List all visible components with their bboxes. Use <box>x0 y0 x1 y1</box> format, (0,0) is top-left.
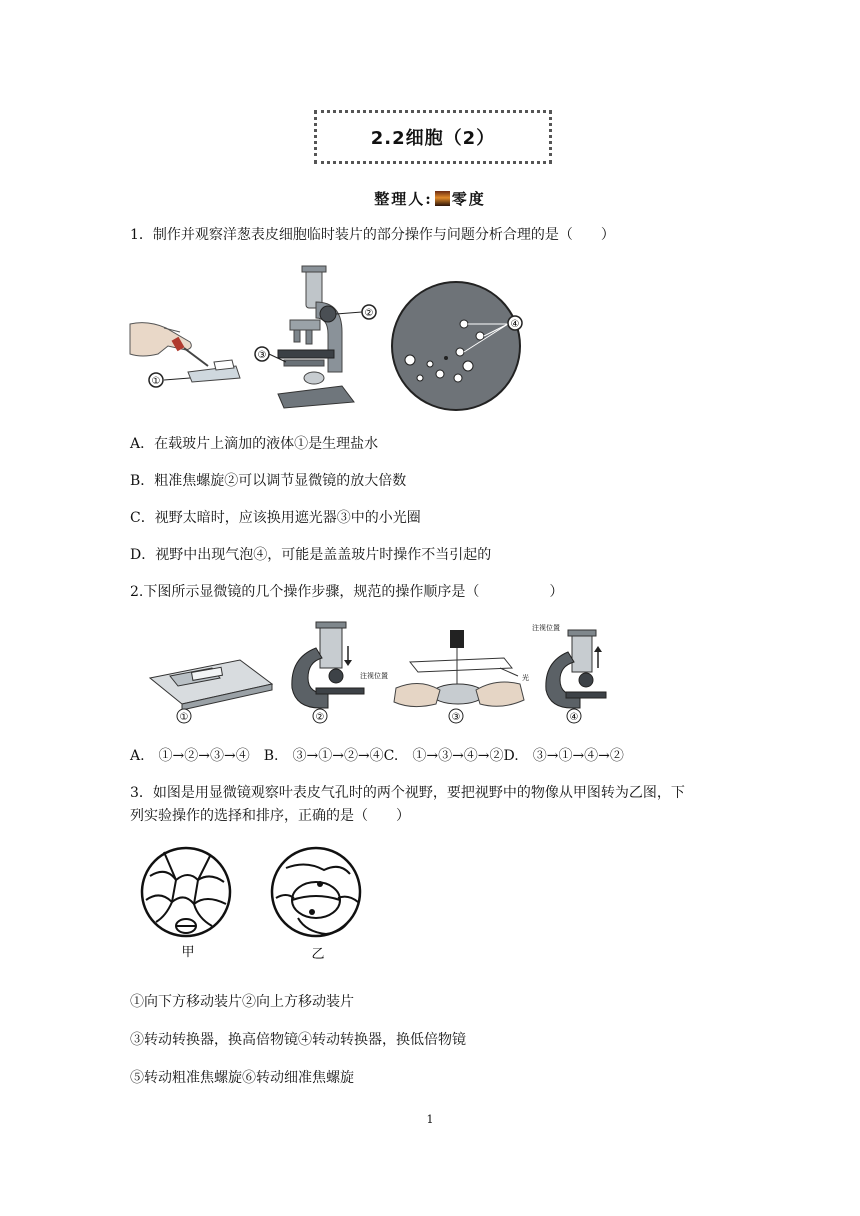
q1-option-c: C．视野太暗时，应该换用遮光器③中的小光圈 <box>130 510 421 526</box>
q1-label-3: ③ <box>257 350 267 361</box>
field-of-view-illustration <box>392 282 522 410</box>
q1-stem: 1．制作并观察洋葱表皮细胞临时装片的部分操作与问题分析合理的是（ ） <box>130 227 615 243</box>
q1-label-1: ① <box>151 376 161 387</box>
q2-label-1: ① <box>179 712 189 723</box>
q2-stem: 2.下图所示显微镜的几个操作步骤，规范的操作顺序是（ ） <box>130 584 564 600</box>
q2-figure <box>140 618 620 726</box>
q2-label-4: ④ <box>569 712 579 723</box>
q1-label-4: ④ <box>510 319 520 330</box>
q3-item-3: ⑤转动粗准焦螺旋⑥转动细准焦螺旋 <box>130 1070 354 1086</box>
q3-stem-line1: 3．如图是用显微镜观察叶表皮气孔时的两个视野，要把视野中的物像从甲图转为乙图，下 <box>130 785 685 801</box>
q2-note-2: 光 <box>522 674 529 682</box>
q3-label-yi: 乙 <box>311 947 325 962</box>
author-logo-icon <box>435 191 450 206</box>
q3-stem-line2: 列实验操作的选择和排序，正确的是（ ） <box>130 808 410 824</box>
step-3-illustration <box>394 630 529 723</box>
q3-item-1: ①向下方移动装片②向上方移动装片 <box>130 994 354 1010</box>
q1-option-a: A．在载玻片上滴加的液体①是生理盐水 <box>130 436 379 452</box>
q2-label-3: ③ <box>451 712 461 723</box>
q3-item-2: ③转动转换器，换高倍物镜④转动转换器，换低倍物镜 <box>130 1032 466 1048</box>
q1-label-2: ② <box>364 308 374 319</box>
author-prefix: 整理人: <box>374 190 433 208</box>
step-1-illustration <box>150 660 272 723</box>
q1-figure <box>128 262 528 412</box>
dropper-hand-illustration <box>130 323 240 387</box>
author-line <box>0 188 860 209</box>
q2-options: A. ①→②→③→④ B. ③→①→②→④C. ①→③→④→②D. ③→①→④→② <box>130 748 624 764</box>
step-2-illustration <box>292 622 388 723</box>
author-name: 零度 <box>451 190 486 208</box>
q3-figure <box>136 846 376 966</box>
view-yi-illustration <box>272 848 360 962</box>
q2-note-1: 注视位置 <box>360 672 388 680</box>
q2-note-3: 注视位置 <box>532 624 560 632</box>
q1-option-b: B．粗准焦螺旋②可以调节显微镜的放大倍数 <box>130 473 407 489</box>
microscope-illustration <box>255 266 376 408</box>
step-4-illustration <box>532 623 606 723</box>
q3-label-jia: 甲 <box>181 945 195 960</box>
page-number: 1 <box>426 1113 434 1126</box>
q1-option-d: D．视野中出现气泡④，可能是盖盖玻片时操作不当引起的 <box>130 547 492 563</box>
view-jia-illustration <box>142 848 230 960</box>
q2-label-2: ② <box>315 712 325 723</box>
page-title: 2.2细胞（2） <box>314 110 552 164</box>
